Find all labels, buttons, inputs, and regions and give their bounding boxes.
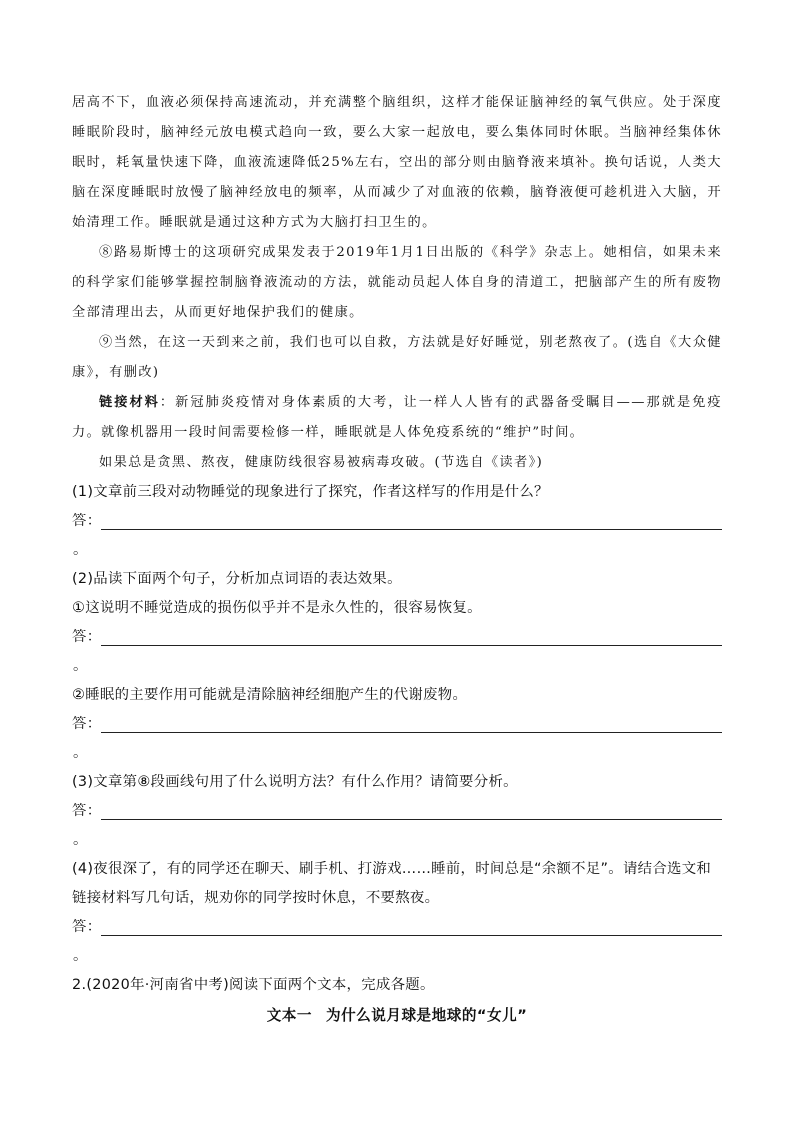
question-2-sentence-1: ①这说明不睡觉造成的损伤似乎并不是永久性的，很容易恢复。 [72, 600, 482, 616]
next-item-intro: 2.(2020年·河南省中考)阅读下面两个文本，完成各题。 [72, 977, 435, 993]
linked-material-paragraph-2: 如果总是贪黑、熬夜，健康防线很容易被病毒攻破。(节选自《读者》) [99, 455, 544, 470]
linked-material-text: ：新冠肺炎疫情对身体素质的大考，让一样人人皆有的武器备受瞩目——那就是免疫力。就像机器用一段时间需要检修一样，睡眠就是人体免疫系统的“维护”时间。 [72, 395, 722, 440]
answer-label: 答： [72, 629, 102, 645]
answer-line-3[interactable] [101, 799, 722, 820]
passage-paragraph-continued: 居高不下，血液必须保持高速流动，并充满整个脑组织，这样才能保证脑神经的氧气供应。处于深度睡眠阶段时，脑神经元放电模式趋向一致，要么大家一起放电，要么集体同时休眠。当脑神经集体休眠时，耗氧量快速下降，血液流速降低25%左右，空出的部分则由脑脊液来填补。换句话说，人类大脑在深度睡眠时放慢了脑神经放电的频率，从而减少了对血液的依赖，脑脊液便可趁机进入大脑，开始清理工作。睡眠就是通过这种方式为大脑打扫卫生的。 [72, 95, 722, 230]
answer-label: 答： [72, 513, 102, 529]
question-1: (1)文章前三段对动物睡觉的现象进行了探究，作者这样写的作用是什么？ [72, 484, 549, 500]
question-3: (3)文章第⑧段画线句用了什么说明方法？有什么作用？请简要分析。 [72, 774, 518, 790]
question-2: (2)品读下面两个句子，分析加点词语的表达效果。 [72, 571, 402, 587]
answer-row-2-2 [72, 710, 722, 739]
answer-end-mark: 。 [73, 745, 88, 761]
answer-row-4 [72, 913, 722, 942]
text-one-label: 文本一 [266, 1007, 312, 1024]
answer-label: 答： [72, 803, 102, 819]
answer-label: 答： [72, 919, 102, 935]
question-list [72, 478, 722, 1000]
question-2-sentence-2: ②睡眠的主要作用可能就是清除脑神经细胞产生的代谢废物。 [72, 687, 468, 703]
text-one-title: 为什么说月球是地球的“女儿” [325, 1007, 528, 1024]
answer-end-mark: 。 [73, 658, 88, 674]
answer-row-2-1 [72, 623, 722, 652]
passage-paragraph-8: ⑧路易斯博士的这项研究成果发表于2019年1月1日出版的《科学》杂志上。她相信，如果未来的科学家们能够掌握控制脑脊液流动的方法，就能动员起人体自身的清道工，把脑部产生的所有废物全部清理出去，从而更好地保护我们的健康。 [72, 245, 722, 320]
document-page [72, 88, 722, 1031]
answer-row-1 [72, 507, 722, 536]
linked-material-label: 链接材料 [99, 395, 160, 410]
answer-line-4[interactable] [101, 915, 722, 936]
answer-label: 答： [72, 716, 102, 732]
answer-line-2-2[interactable] [101, 712, 722, 733]
answer-end-mark: 。 [73, 948, 88, 964]
passage-paragraph-9: ⑨当然，在这一天到来之前，我们也可以自救，方法就是好好睡觉，别老熬夜了。(选自《大众健康》，有删改) [72, 335, 722, 380]
reading-passage [72, 88, 722, 478]
answer-row-3 [72, 797, 722, 826]
answer-end-mark: 。 [73, 832, 88, 848]
text-one-heading [72, 1001, 722, 1031]
answer-line-2-1[interactable] [101, 625, 722, 646]
question-4: (4)夜很深了，有的同学还在聊天、刷手机、打游戏……睡前，时间总是“余额不足”。请结合选文和链接材料写几句话，规劝你的同学按时休息，不要熬夜。 [72, 861, 712, 906]
answer-end-mark: 。 [73, 542, 88, 558]
linked-material [72, 388, 722, 448]
answer-line-1[interactable] [101, 509, 722, 530]
